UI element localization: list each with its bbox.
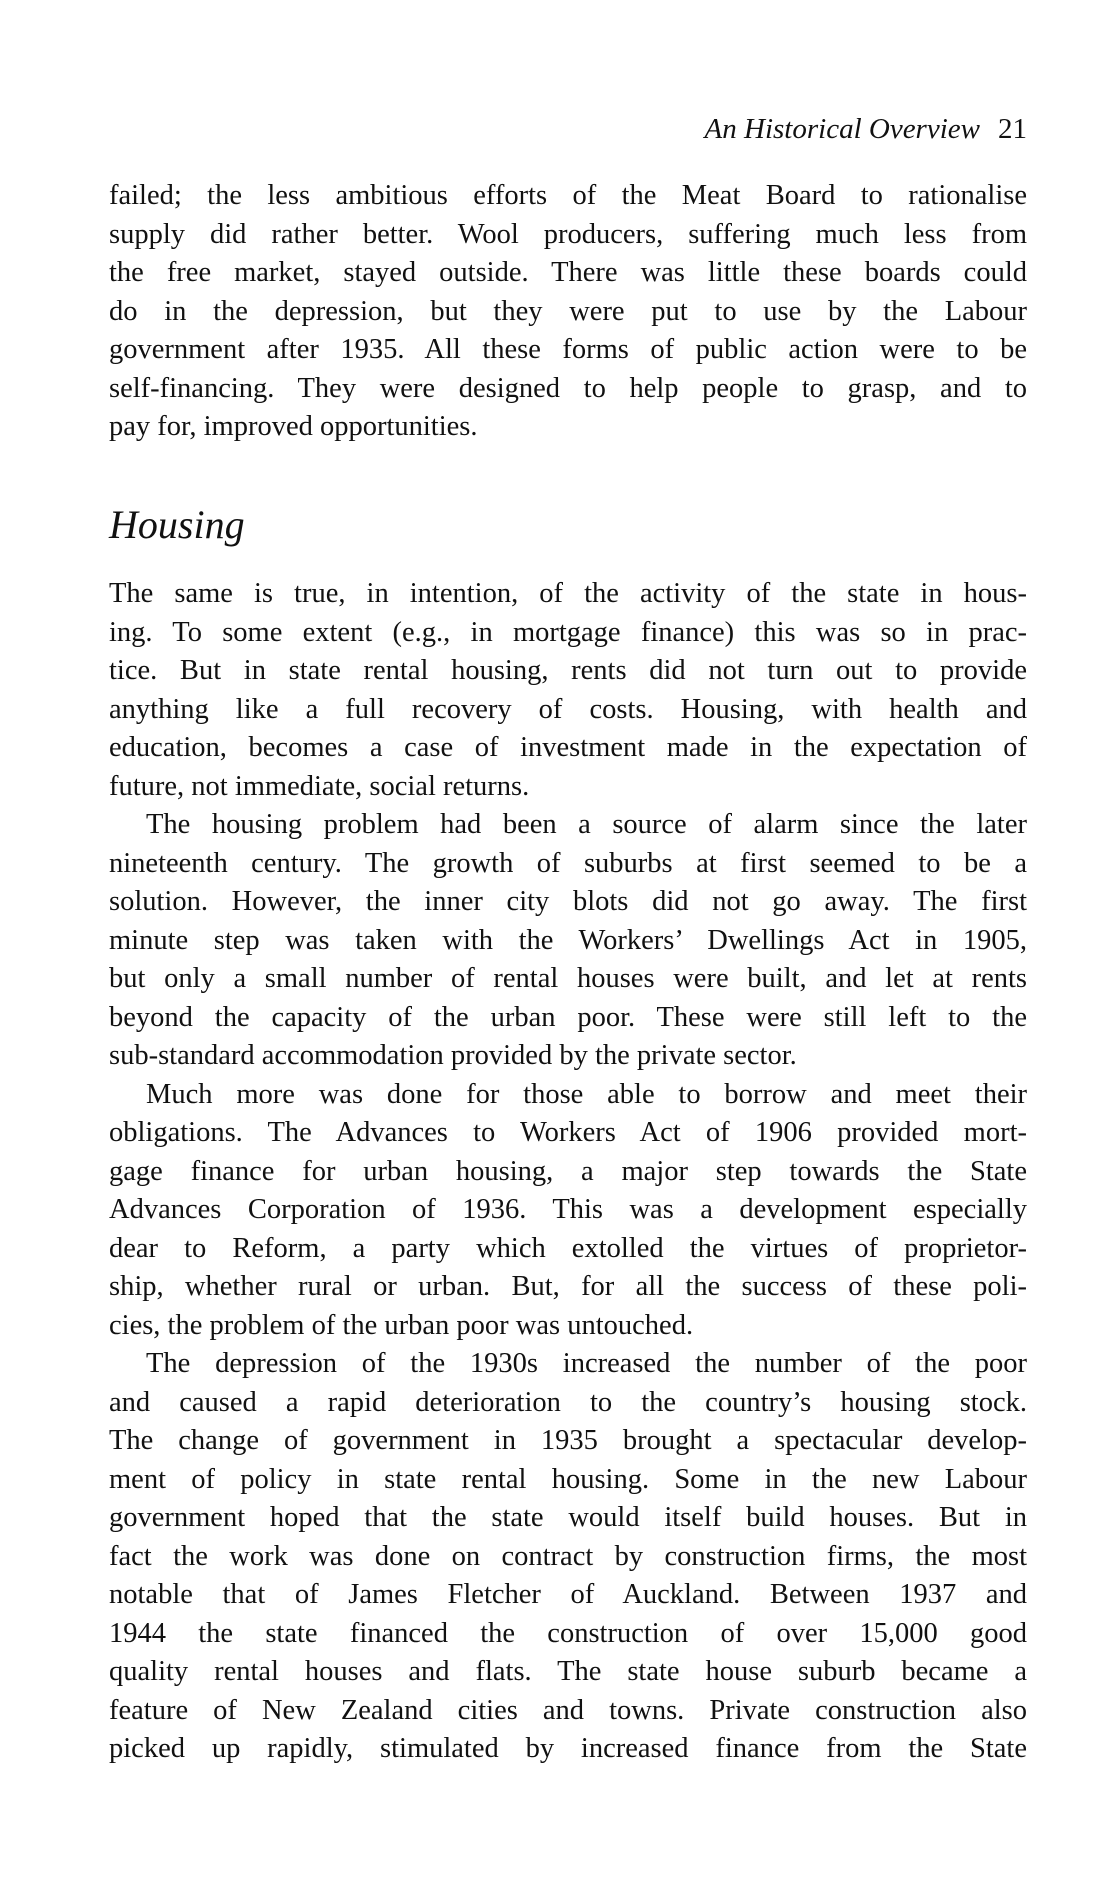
text-line: gage finance for urban housing, a major step towards the State bbox=[109, 1155, 1027, 1187]
text-line: fact the work was done on contract by construction firms, the most bbox=[109, 1540, 1027, 1572]
text-line: supply did rather better. Wool producers, suffering much less from bbox=[109, 218, 1027, 250]
text-line: ship, whether rural or urban. But, for all the success of these poli- bbox=[109, 1271, 1027, 1302]
text-line: The housing problem had been a source of alarm since the later bbox=[146, 809, 1027, 840]
text-line: The depression of the 1930s increased the number of the poor bbox=[146, 1348, 1027, 1379]
text-line: the free market, stayed outside. There was little these boards could bbox=[109, 257, 1027, 288]
page-number: 21 bbox=[998, 113, 1027, 145]
text-line: feature of New Zealand cities and towns. Private construction also bbox=[109, 1694, 1027, 1726]
paragraph bbox=[109, 1076, 1027, 1346]
paragraph bbox=[109, 1345, 1027, 1769]
text-line: quality rental houses and flats. The state house suburb became a bbox=[109, 1656, 1027, 1687]
paragraph bbox=[109, 575, 1027, 806]
text-line: pay for, improved opportunities. bbox=[109, 411, 478, 442]
text-line: minute step was taken with the Workers’ Dwellings Act in 1905, bbox=[109, 924, 1027, 956]
text-line: The same is true, in intention, of the activity of the state in hous- bbox=[109, 578, 1027, 609]
text-line: ment of policy in state rental housing. Some in the new Labour bbox=[109, 1463, 1027, 1495]
text-line: nineteenth century. The growth of suburbs at first seemed to be a bbox=[109, 847, 1027, 879]
text-line: do in the depression, but they were put to use by the Labour bbox=[109, 295, 1027, 327]
text-line: ing. To some extent (e.g., in mortgage finance) this was so in prac- bbox=[109, 616, 1027, 648]
text-line: self-financing. They were designed to help people to grasp, and to bbox=[109, 372, 1027, 404]
text-line: The change of government in 1935 brought a spectacular develop- bbox=[109, 1425, 1027, 1456]
text-line: solution. However, the inner city blots did not go away. The first bbox=[109, 886, 1027, 917]
text-line: picked up rapidly, stimulated by increased finance from the State bbox=[109, 1733, 1027, 1764]
section-body bbox=[109, 575, 1027, 1769]
text-line: anything like a full recovery of costs. Housing, with health and bbox=[109, 693, 1027, 725]
text-line: tice. But in state rental housing, rents did not turn out to provide bbox=[109, 655, 1027, 686]
text-line: government after 1935. All these forms of public action were to be bbox=[109, 334, 1027, 365]
running-head bbox=[109, 110, 1027, 148]
text-line: beyond the capacity of the urban poor. These were still left to the bbox=[109, 1001, 1027, 1033]
paragraph bbox=[109, 806, 1027, 1076]
intro-paragraph bbox=[109, 177, 1027, 447]
text-line: but only a small number of rental houses were built, and let at rents bbox=[109, 963, 1027, 994]
text-line: cies, the problem of the urban poor was untouched. bbox=[109, 1309, 694, 1341]
text-line: Advances Corporation of 1936. This was a development especially bbox=[109, 1194, 1027, 1225]
text-line: sub-standard accommodation provided by the private sector. bbox=[109, 1040, 797, 1071]
text-line: education, becomes a case of investment made in the expectation of bbox=[109, 732, 1027, 763]
text-line: obligations. The Advances to Workers Act of 1906 provided mort- bbox=[109, 1117, 1027, 1148]
text-line: failed; the less ambitious efforts of the Meat Board to rationalise bbox=[109, 180, 1027, 211]
text-line: and caused a rapid deterioration to the country’s housing stock. bbox=[109, 1386, 1027, 1418]
text-line: notable that of James Fletcher of Auckland. Between 1937 and bbox=[109, 1579, 1027, 1610]
section-heading: Housing bbox=[109, 502, 245, 547]
text-line: government hoped that the state would itself build houses. But in bbox=[109, 1502, 1027, 1533]
text-line: 1944 the state financed the construction of over 15,000 good bbox=[109, 1617, 1027, 1649]
text-line: dear to Reform, a party which extolled the virtues of proprietor- bbox=[109, 1232, 1027, 1264]
text-line: future, not immediate, social returns. bbox=[109, 770, 530, 802]
text-line: Much more was done for those able to borrow and meet their bbox=[146, 1078, 1027, 1110]
running-head-title: An Historical Overview bbox=[704, 113, 980, 145]
